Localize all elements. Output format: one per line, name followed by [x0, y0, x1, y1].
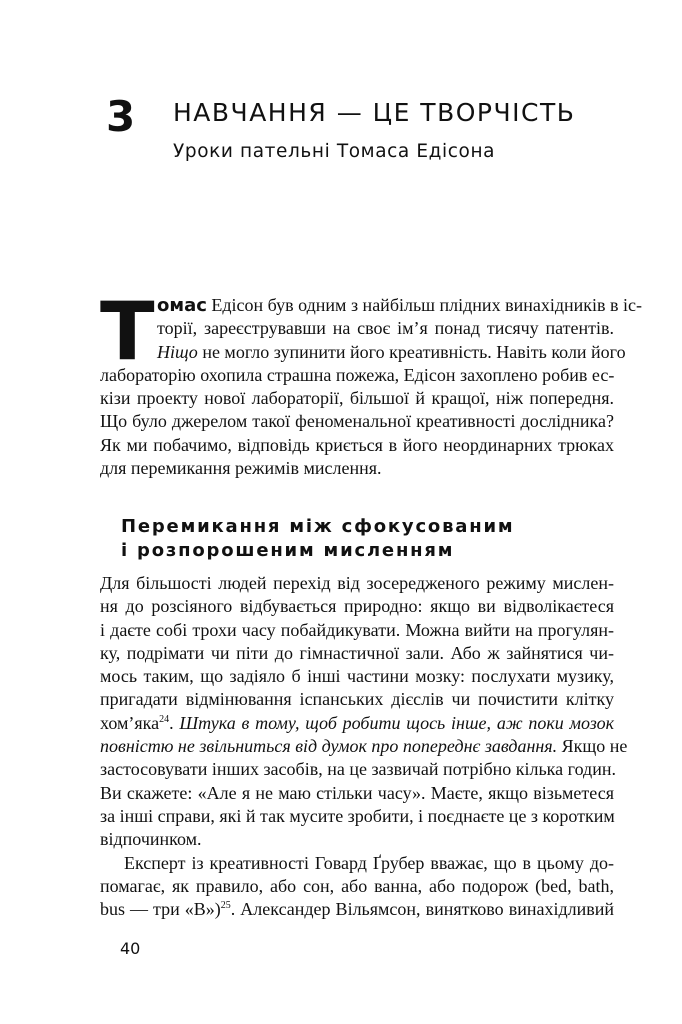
text-line: за інші справи, які й так мусите зробити, і поєднаєте це з коротким [100, 805, 615, 826]
italic-text: Штука в тому, щоб робити щось інше, аж поки мозок [179, 712, 615, 733]
page-number: 40 [120, 939, 141, 958]
section-heading-line: і розпорошеним мисленням [121, 540, 455, 561]
text-line: Експерт із креативності Говард Ґрубер вважає, що в цьому до- [124, 852, 614, 873]
text-line: застосовувати інших засобів, на це зазвичай потрібно кілька годин. [100, 759, 616, 780]
italic-text: повністю не звільниться від думок про попереднє завдання. [100, 736, 558, 757]
text-line: торії, зареєструвавши на своє ім’я понад тисячу патентів. [157, 318, 614, 339]
text-line: хом’яка$^{24}$. Штука в тому, щоб робити щось інше, аж поки мозок [100, 712, 615, 733]
section-heading [121, 515, 514, 563]
text-line: Що було джерелом такої феноменальної креативності дослідника? [100, 411, 614, 432]
text-line: повністю не звільниться від думок про попереднє завдання. Якщо не [100, 736, 628, 757]
footnote-ref: 24 [159, 713, 170, 725]
text-line: для перемикання режимів мислення. [100, 458, 382, 479]
text-line: Ви скажете: «Але я не маю стільки часу». Маєте, якщо візьметеся [100, 782, 614, 803]
text-line: bus — три «B»)$^{25}$. Александер Вільямсон, винятково винахідливий [100, 899, 614, 920]
footnote-ref: 25 [220, 900, 231, 912]
section-heading-line: Перемикання між сфокусованим [121, 516, 515, 537]
chapter-number: 3 [106, 92, 136, 141]
text-line: лабораторію охопила страшна пожежа, Едісон захоплено робив ес- [100, 364, 615, 385]
text-line: кізи проекту нової лабораторії, більшої й кращої, ніж попередня. [100, 388, 614, 409]
text-line: ня до розсіяного відбувається природно: якщо ви відволікаєтеся [100, 596, 614, 617]
text-line: відпочинком. [100, 829, 202, 850]
intro-paragraph [100, 285, 642, 480]
text-line: Як ми побачимо, відповідь криється в його неординарних трюках [100, 434, 614, 455]
text-line: ку, подрімати чи піти до гімнастичної зали. Або ж зайнятися чи- [100, 642, 614, 663]
text-line: Для більшості людей перехід від зосередженого режиму мислен- [100, 573, 614, 593]
text-line: і даєте собі трохи часу побайдикувати. Можна вийти на прогулян- [100, 619, 614, 640]
text-line: омас Едісон був одним з найбільш плідних винахідників в іс- [157, 295, 642, 316]
text-line: помагає, як правило, або сон, або ванна, або подорож (bed, bath, [100, 875, 614, 896]
chapter-title: НАВЧАННЯ — ЦЕ ТВОРЧІСТЬ [173, 98, 576, 127]
drop-cap: Т [100, 285, 155, 378]
lead-word: омас [157, 295, 207, 316]
body-text [100, 572, 628, 921]
text-line: Ніщо не могло зупинити його креативність. Навіть коли його [157, 341, 626, 362]
text-line: мось таким, що задіяло б інші частини мозку: послухати музику, [100, 666, 614, 687]
text-line: пригадати відмінювання іспанських дієслів чи почистити клітку [100, 689, 614, 710]
italic-word: Ніщо [157, 341, 198, 362]
chapter-subtitle: Уроки пательні Томаса Едісона [173, 141, 496, 162]
